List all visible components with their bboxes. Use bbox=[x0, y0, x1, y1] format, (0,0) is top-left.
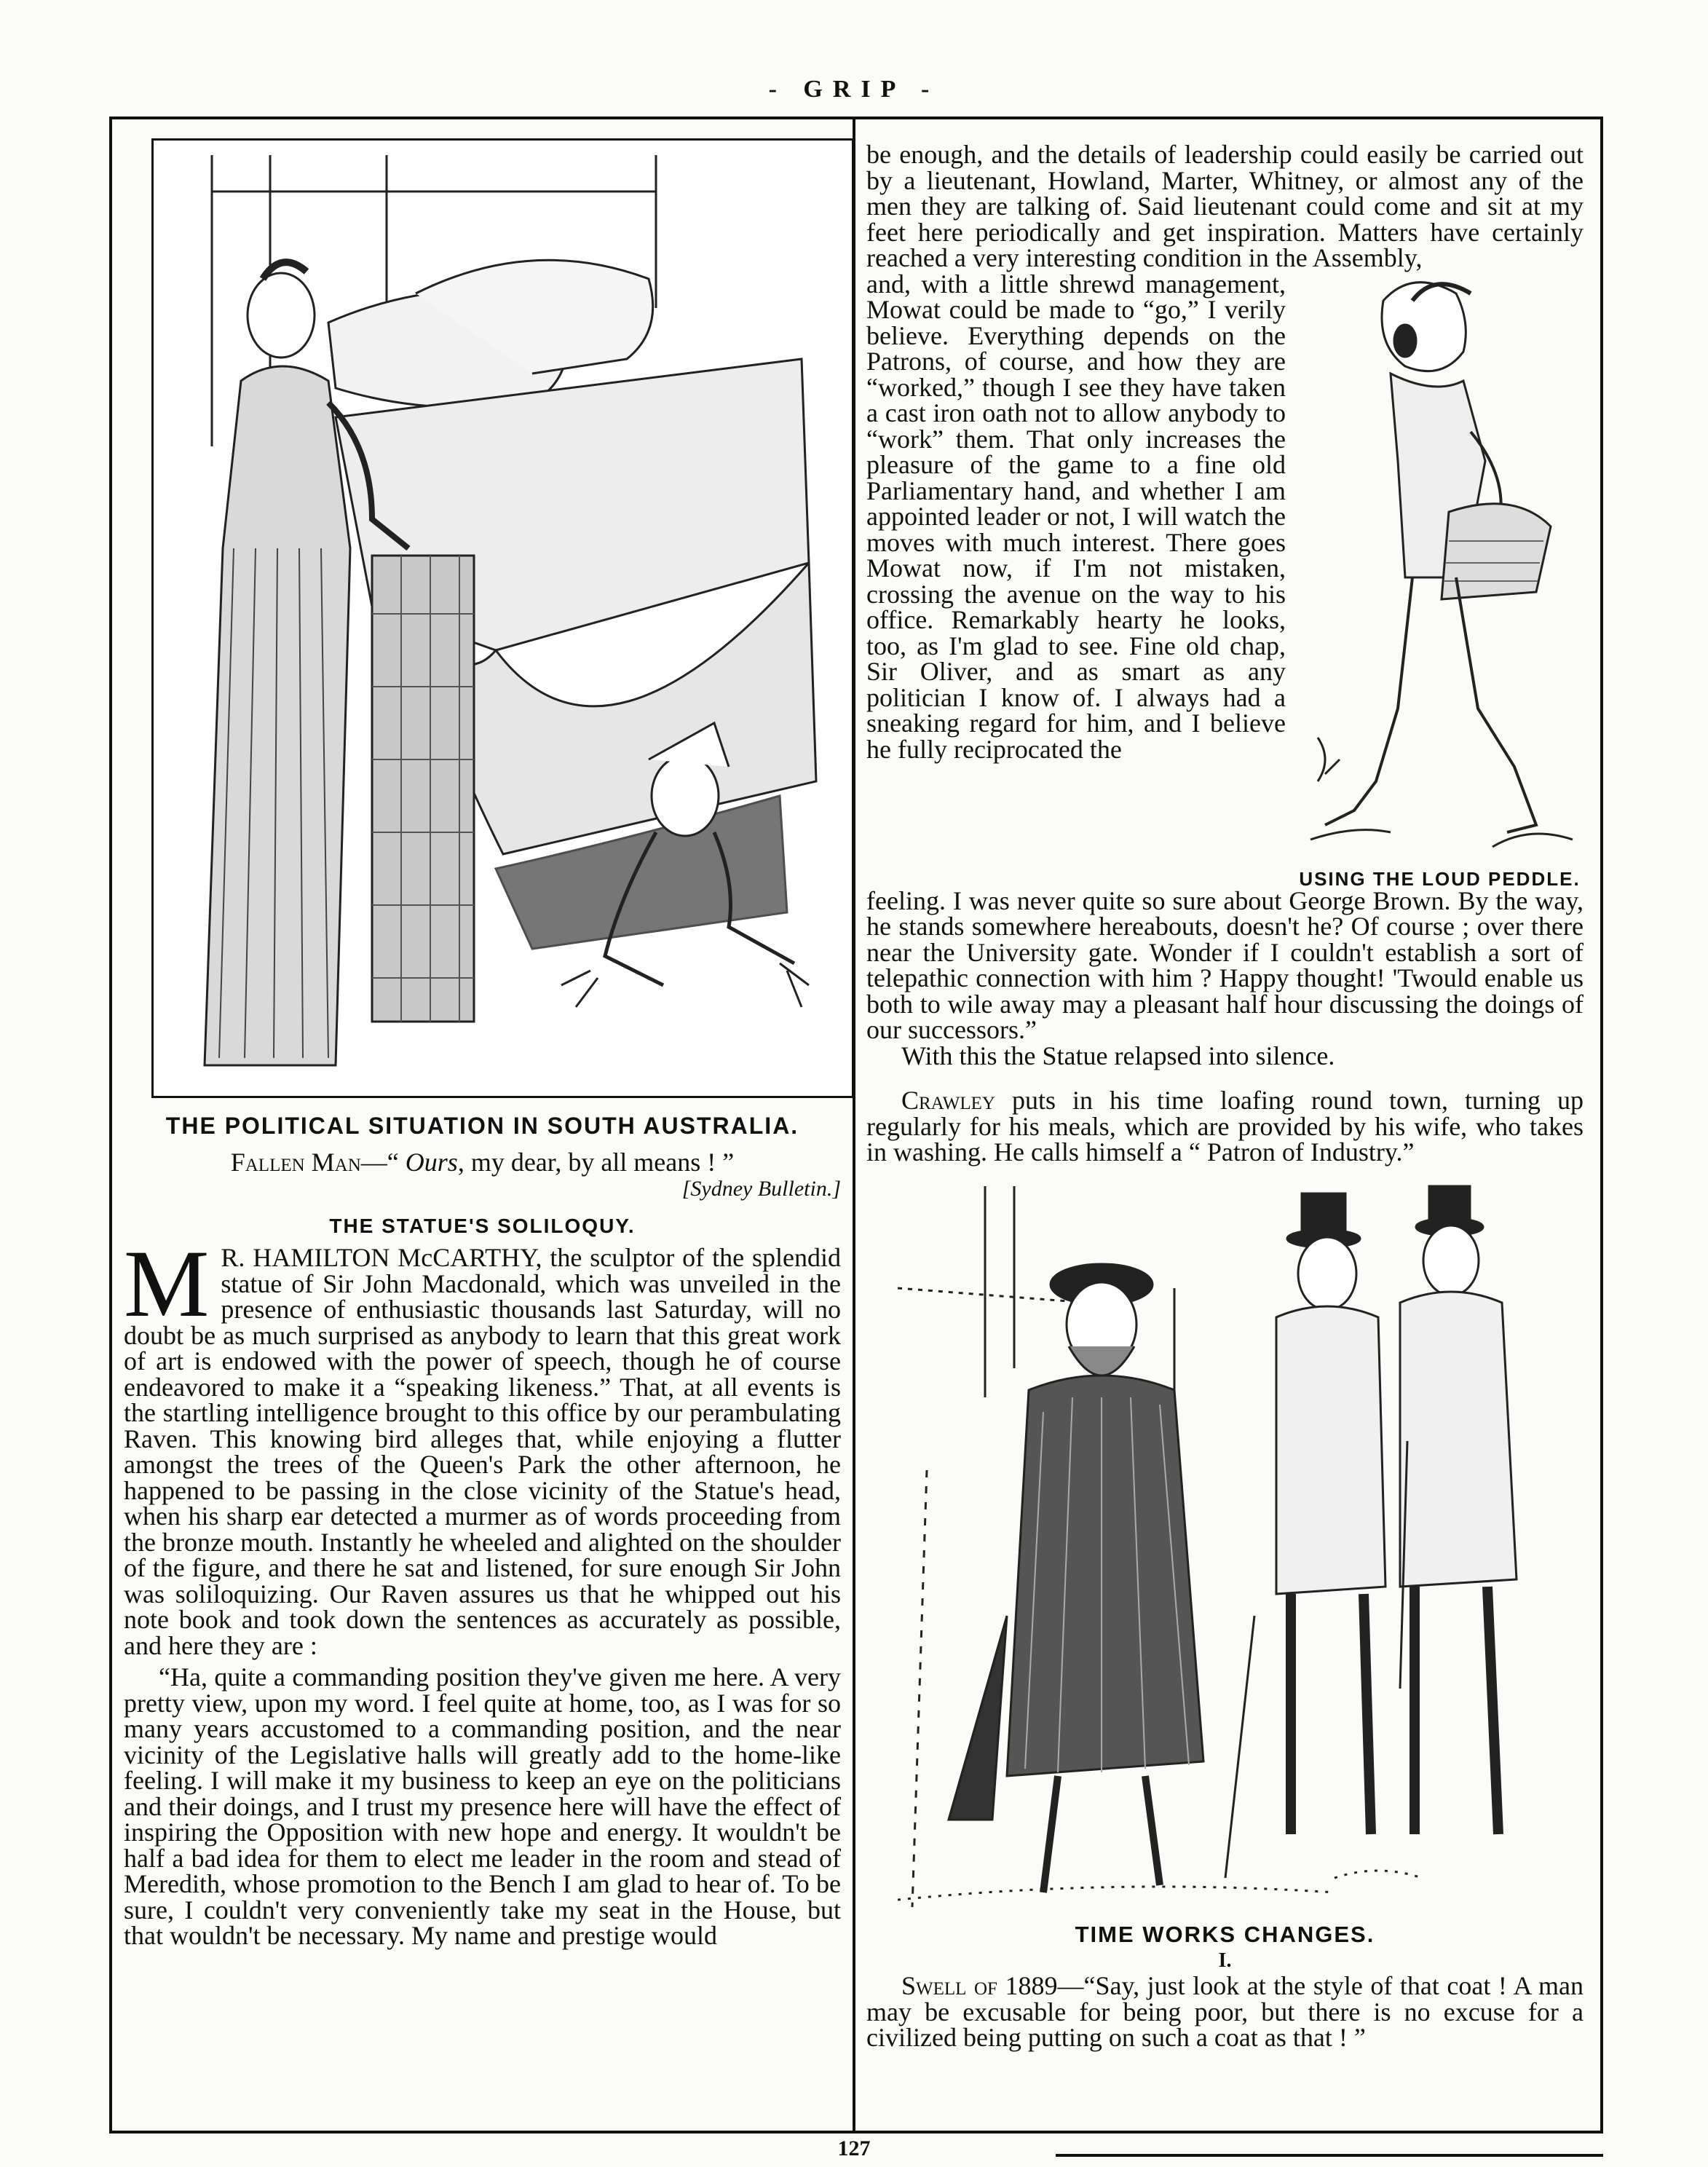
drop-cap: M bbox=[124, 1230, 210, 1337]
article-para-1 bbox=[124, 1230, 841, 1660]
page-number: 127 bbox=[837, 2136, 871, 2160]
cartoon-quote-emphasis: Ours bbox=[405, 1148, 458, 1177]
swell-name: Swell of 1889 bbox=[901, 1971, 1058, 2000]
para-after-peddler: feeling. I was never quite so sure about George Brown. By the way, he stands somewhere hereabouts, doesn't he? Of course ; over there near the University gate. Wonder if I couldn't establish a sort of telepathic connection with him ? Happy thought! 'Twould enable us both to wile away may a pleasant half hour discussing the doings of our successors.” bbox=[866, 885, 1584, 1044]
footer-rule bbox=[1056, 2154, 1603, 2157]
narrow-para: and, with a little shrewd management, Mowat could be made to “go,” I verily believe. Everything depends on the Patrons, of course, and how they are “worked,” though I see they have taken a cast iron oath not to allow anybody to “work” them. That only increases the pleasure of the game to a fine old Parliamentary hand, and whether I am appointed leader or not, I will watch the moves with much interest. There goes Mowat now, if I'm not mistaken, crossing the avenue on the way to his office. Remarkably hearty he looks, too, as I'm glad to see. Fine old chap, Sir Oliver, and as smart as any politician I know of. I always had a sneaking regard for him, and I believe he fully reciprocated the bbox=[866, 271, 1286, 764]
cartoon-quote-close: , my dear, by all means ! ” bbox=[457, 1148, 735, 1177]
street-cartoon-drawing bbox=[898, 1179, 1553, 1914]
right-column bbox=[866, 142, 1584, 2051]
bedroom-cartoon-icon bbox=[151, 138, 854, 1098]
cartoon-quote-open: —“ bbox=[360, 1148, 406, 1177]
para-silence: With this the Statue relapsed into silence. bbox=[901, 1041, 1335, 1070]
peddler-caption: USING THE LOUD PEDDLE. bbox=[1299, 867, 1581, 888]
cartoon-dialogue bbox=[124, 1150, 841, 1176]
swell-para bbox=[866, 1973, 1584, 2051]
running-head: - GRIP - bbox=[768, 76, 940, 103]
article-para-1-text: R. HAMILTON McCARTHY, the sculptor of the splendid statue of Sir John Macdonald, which was unveiled in the presence of enthusiastic thousands last Saturday, will no doubt be as much surprised as anybody to learn that this great work of art is endowed with the power of speech, though he of course endeavored to make it a “speaking likeness.” That, at all events is the startling intelligence brought to this office by our perambulating Raven. This knowing bird alleges that, while enjoying a flutter amongst the trees of the Queen's Park the other afternoon, he happened to be passing in the close vicinity of the Statue's head, when his sharp ear detected a murmer as of words proceeding from the bronze mouth. Instantly he wheeled and alighted on the shoulder of the figure, and there he sat and listened, for sure enough Sir John was soliloquizing. Our Raven assures us that he whipped out his note book and took down the sentences as accurately as possible, and here they are : bbox=[124, 1243, 841, 1660]
crawley-para bbox=[866, 1088, 1584, 1166]
continued-para: be enough, and the details of leadership could easily be carried out by a lieutenant, Howland, Marter, Whitney, or almost any of the men they are talking of. Said lieutenant could come and sit at my feet here periodically and get inspiration. Matters have certainly reached a very interesting condition in the Assembly, bbox=[866, 140, 1584, 272]
swell-text: —“Say, just look at the style of that coat ! A man may be excusable for being poor, but there is no excuse for a civilized being putting on such a coat as that ! ” bbox=[866, 1971, 1584, 2052]
article-title: THE STATUE'S SOLILOQUY. bbox=[329, 1215, 636, 1237]
time-numeral: I. bbox=[1218, 1949, 1232, 1972]
crawley-name: Crawley bbox=[901, 1086, 995, 1115]
cartoon-caption: THE POLITICAL SITUATION IN SOUTH AUSTRALIA. bbox=[165, 1113, 799, 1139]
time-caption: TIME WORKS CHANGES. bbox=[1075, 1921, 1375, 1947]
cartoon-credit: [Sydney Bulletin.] bbox=[681, 1176, 841, 1201]
cartoon-speaker: Fallen Man bbox=[230, 1148, 361, 1177]
peddler-block bbox=[866, 272, 1584, 888]
left-column bbox=[124, 138, 841, 1949]
peddler-cartoon-icon bbox=[1296, 272, 1584, 861]
crawley-text: puts in his time loafing round town, turning up regularly for his meals, which are provided by his wife, who takes in washing. He calls himself a “ Patron of Industry.” bbox=[866, 1086, 1584, 1167]
peddler-figure bbox=[1296, 272, 1584, 888]
article-para-2: “Ha, quite a commanding position they've given me here. A very pretty view, upon my word. I feel quite at home, too, as I was for so many years accustomed to a commanding position, and the near vicinity of the Legislative halls will greatly add to the home-like feeling. I will make it my business to keep an eye on the politicians and their doings, and I trust my presence here will have the effect of inspiring the Opposition with new hope and energy. It wouldn't be half a bad idea for them to elect me leader in the room and stead of Meredith, whose promotion to the Bench I am glad to hear of. To be sure, I couldn't very conveniently take my seat in the House, but that wouldn't be necessary. My name and prestige would bbox=[124, 1662, 841, 1950]
street-cartoon-icon bbox=[898, 1179, 1553, 1914]
bedroom-cartoon-drawing bbox=[154, 141, 852, 1096]
